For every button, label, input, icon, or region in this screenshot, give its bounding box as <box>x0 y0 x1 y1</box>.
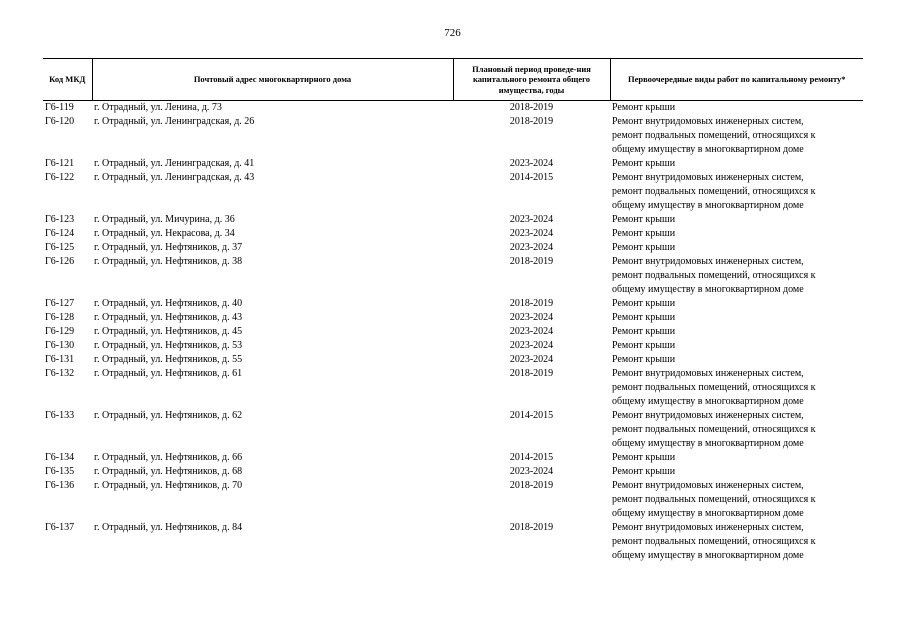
works-cell <box>610 115 863 157</box>
period-cell: 2023-2024 <box>509 340 554 351</box>
address-cell: г. Отрадный, ул. Нефтяников, д. 62 <box>94 410 243 421</box>
works-line: Ремонт внутридомовых инженерных систем, <box>612 480 804 491</box>
works-cell <box>610 241 863 255</box>
mkd-code-cell: Г6-128 <box>45 312 75 323</box>
works-cell <box>610 227 863 241</box>
mkd-code-cell: Г6-134 <box>45 452 75 463</box>
mkd-code-cell: Г6-136 <box>45 480 75 491</box>
address-cell: г. Отрадный, ул. Нефтяников, д. 37 <box>94 242 243 253</box>
table-row <box>43 465 863 479</box>
table-row <box>43 367 863 409</box>
works-cell <box>610 297 863 311</box>
period-cell: 2023-2024 <box>509 158 554 169</box>
table-row <box>43 451 863 465</box>
mkd-code-cell: Г6-129 <box>45 326 75 337</box>
table-header <box>43 59 863 101</box>
works-line: общему имуществу в многоквартирном доме <box>612 396 804 407</box>
period-cell: 2018-2019 <box>509 116 554 127</box>
works-cell <box>610 479 863 521</box>
address-cell: г. Отрадный, ул. Нефтяников, д. 53 <box>94 340 243 351</box>
period-cell: 2018-2019 <box>509 480 554 491</box>
works-cell <box>610 521 863 563</box>
mkd-code-cell: Г6-137 <box>45 522 75 533</box>
table-row <box>43 241 863 255</box>
header-works: Первоочередные виды работ по капитальному ремонту* <box>610 59 863 101</box>
table-row <box>43 101 863 116</box>
table-row <box>43 409 863 451</box>
table-row <box>43 255 863 297</box>
table-row <box>43 479 863 521</box>
period-cell: 2018-2019 <box>509 522 554 533</box>
header-period: Плановый период проведе-ния капитального ремонта общего имущества, годы <box>453 59 610 101</box>
table-row <box>43 297 863 311</box>
mkd-code-cell: Г6-127 <box>45 298 75 309</box>
table-row <box>43 353 863 367</box>
mkd-code-cell: Г6-122 <box>45 172 75 183</box>
works-cell <box>610 451 863 465</box>
address-cell: г. Отрадный, ул. Нефтяников, д. 66 <box>94 452 243 463</box>
works-cell <box>610 409 863 451</box>
header-row <box>43 59 863 101</box>
address-cell: г. Отрадный, ул. Ленина, д. 73 <box>94 102 222 113</box>
period-cell: 2018-2019 <box>509 368 554 379</box>
period-cell: 2023-2024 <box>509 354 554 365</box>
works-cell <box>610 311 863 325</box>
address-cell: г. Отрадный, ул. Некрасова, д. 34 <box>94 228 235 239</box>
address-cell: г. Отрадный, ул. Нефтяников, д. 38 <box>94 256 243 267</box>
works-line: ремонт подвальных помещений, относящихся к <box>612 186 816 197</box>
mkd-code-cell: Г6-124 <box>45 228 75 239</box>
works-line: общему имуществу в многоквартирном доме <box>612 200 804 211</box>
mkd-code-cell: Г6-119 <box>45 102 74 113</box>
address-cell: г. Отрадный, ул. Нефтяников, д. 45 <box>94 326 243 337</box>
table-row <box>43 227 863 241</box>
works-cell <box>610 339 863 353</box>
mkd-code-cell: Г6-132 <box>45 368 75 379</box>
address-cell: г. Отрадный, ул. Ленинградская, д. 41 <box>94 158 255 169</box>
mkd-code-cell: Г6-121 <box>45 158 75 169</box>
address-cell: г. Отрадный, ул. Нефтяников, д. 55 <box>94 354 243 365</box>
period-cell: 2018-2019 <box>509 298 554 309</box>
works-line: Ремонт внутридомовых инженерных систем, <box>612 256 804 267</box>
mkd-code-cell: Г6-135 <box>45 466 75 477</box>
works-line: общему имуществу в многоквартирном доме <box>612 284 804 295</box>
mkd-code-cell: Г6-126 <box>45 256 75 267</box>
header-code: Код МКД <box>43 59 92 101</box>
works-line: Ремонт внутридомовых инженерных систем, <box>612 172 804 183</box>
mkd-code-cell: Г6-125 <box>45 242 75 253</box>
repair-program-table <box>43 58 863 563</box>
mkd-code-cell: Г6-120 <box>45 116 75 127</box>
mkd-code-cell: Г6-133 <box>45 410 75 421</box>
address-cell: г. Отрадный, ул. Нефтяников, д. 84 <box>94 522 243 533</box>
works-line: общему имуществу в многоквартирном доме <box>612 144 804 155</box>
period-cell: 2014-2015 <box>509 452 554 463</box>
table-row <box>43 521 863 563</box>
works-line: Ремонт крыши <box>612 298 676 309</box>
address-cell: г. Отрадный, ул. Нефтяников, д. 70 <box>94 480 243 491</box>
works-line: Ремонт внутридомовых инженерных систем, <box>612 522 804 533</box>
works-cell <box>610 325 863 339</box>
works-line: ремонт подвальных помещений, относящихся к <box>612 270 816 281</box>
period-cell: 2023-2024 <box>509 242 554 253</box>
works-line: Ремонт крыши <box>612 354 676 365</box>
period-cell: 2023-2024 <box>509 326 554 337</box>
table-row <box>43 339 863 353</box>
works-line: ремонт подвальных помещений, относящихся к <box>612 494 816 505</box>
works-line: общему имуществу в многоквартирном доме <box>612 550 804 561</box>
page-number: 726 <box>444 27 461 39</box>
period-cell: 2018-2019 <box>509 102 554 113</box>
mkd-code-cell: Г6-131 <box>45 354 75 365</box>
period-cell: 2023-2024 <box>509 466 554 477</box>
period-cell: 2023-2024 <box>509 214 554 225</box>
works-cell <box>610 255 863 297</box>
works-cell <box>610 213 863 227</box>
period-cell: 2023-2024 <box>509 228 554 239</box>
works-line: Ремонт внутридомовых инженерных систем, <box>612 410 804 421</box>
works-line: Ремонт крыши <box>612 340 676 351</box>
address-cell: г. Отрадный, ул. Ленинградская, д. 26 <box>94 116 255 127</box>
works-line: ремонт подвальных помещений, относящихся к <box>612 424 816 435</box>
table-row <box>43 325 863 339</box>
works-line: ремонт подвальных помещений, относящихся к <box>612 130 816 141</box>
works-line: Ремонт крыши <box>612 214 676 225</box>
works-line: ремонт подвальных помещений, относящихся к <box>612 536 816 547</box>
mkd-code-cell: Г6-130 <box>45 340 75 351</box>
address-cell: г. Отрадный, ул. Нефтяников, д. 61 <box>94 368 243 379</box>
table-body <box>43 101 863 564</box>
table-row <box>43 171 863 213</box>
works-line: Ремонт крыши <box>612 228 676 239</box>
works-cell <box>610 353 863 367</box>
works-line: Ремонт крыши <box>612 242 676 253</box>
works-cell <box>610 367 863 409</box>
works-line: Ремонт крыши <box>612 312 676 323</box>
table-row <box>43 213 863 227</box>
works-cell <box>610 465 863 479</box>
works-cell <box>610 101 863 116</box>
address-cell: г. Отрадный, ул. Мичурина, д. 36 <box>94 214 235 225</box>
address-cell: г. Отрадный, ул. Нефтяников, д. 68 <box>94 466 243 477</box>
works-line: Ремонт крыши <box>612 102 676 113</box>
works-line: Ремонт крыши <box>612 326 676 337</box>
works-line: общему имуществу в многоквартирном доме <box>612 438 804 449</box>
works-line: общему имуществу в многоквартирном доме <box>612 508 804 519</box>
works-line: ремонт подвальных помещений, относящихся к <box>612 382 816 393</box>
works-line: Ремонт крыши <box>612 466 676 477</box>
period-cell: 2014-2015 <box>509 172 554 183</box>
table-row <box>43 311 863 325</box>
period-cell: 2023-2024 <box>509 312 554 323</box>
works-line: Ремонт внутридомовых инженерных систем, <box>612 116 804 127</box>
header-address: Почтовый адрес многоквартирного дома <box>92 59 453 101</box>
address-cell: г. Отрадный, ул. Ленинградская, д. 43 <box>94 172 255 183</box>
mkd-code-cell: Г6-123 <box>45 214 75 225</box>
address-cell: г. Отрадный, ул. Нефтяников, д. 40 <box>94 298 243 309</box>
works-line: Ремонт крыши <box>612 452 676 463</box>
table-row <box>43 115 863 157</box>
works-line: Ремонт крыши <box>612 158 676 169</box>
address-cell: г. Отрадный, ул. Нефтяников, д. 43 <box>94 312 243 323</box>
period-cell: 2018-2019 <box>509 256 554 267</box>
table-row <box>43 157 863 171</box>
works-cell <box>610 157 863 171</box>
works-line: Ремонт внутридомовых инженерных систем, <box>612 368 804 379</box>
works-cell <box>610 171 863 213</box>
period-cell: 2014-2015 <box>509 410 554 421</box>
